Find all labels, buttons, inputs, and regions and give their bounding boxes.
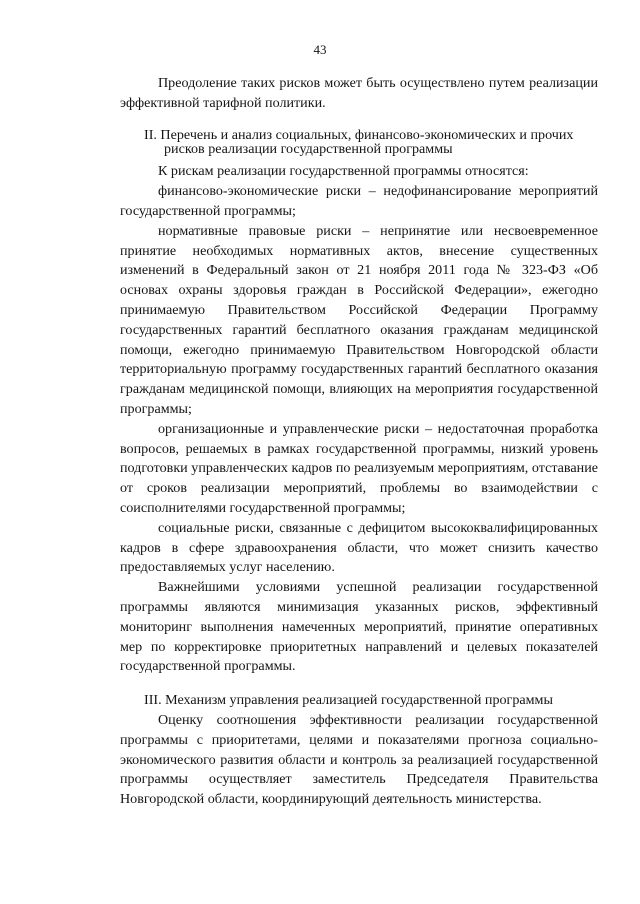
section-2-paragraph: нормативные правовые риски – непринятие или несвоевременное принятие необходимых нормативных актов, внесение существенных изменений в Федеральный закон от 21 ноября 2011 года № 323-ФЗ «Об основах охраны здоровья граждан в Российской Федерации», ежегодно принимаемую Правительством Российской Федерации Программу государственных гарантий бесплатного оказания гражданам медицинской помощи, ежегодно принимаемую Правительством Новгородской области территориальную программу государственных гарантий бесплатного оказания гражданам медицинской помощи, влияющих на мероприятия государственной программы; <box>120 222 598 417</box>
section-2-title <box>120 128 598 157</box>
section-3-title: III. Механизм управления реализацией государственной программы <box>144 692 553 709</box>
section-2-paragraph: организационные и управленческие риски – недостаточная проработка вопросов, решаемых в рамках государственной программы, низкий уровень подготовки управленческих кадров по реализуемым мероприятиям, отставание от сроков реализации мероприятий, проблемы во взаимодействии с соисполнителями государственной программы; <box>120 420 598 516</box>
section-2-paragraph: Важнейшими условиями успешной реализации государственной программы являются минимизация указанных рисков, эффективный мониторинг выполнения намеченных мероприятий, принятие оперативных мер по корректировке приоритетных направлений и целевых показателей государственной программы. <box>120 579 598 675</box>
page-number: 43 <box>313 42 327 57</box>
intro-paragraph: Преодоление таких рисков может быть осуществлено путем реализации эффективной тарифной политики. <box>120 75 598 111</box>
section-2-paragraph: социальные риски, связанные с дефицитом высококвалифицированных кадров в сфере здравоохранения области, что может снизить качество предоставляемых услуг населению. <box>120 519 598 576</box>
section-3-paragraph: Оценку соотношения эффективности реализации государственной программы с приоритетами, целями и показателями прогноза социально-экономического развития области и контроль за реализацией государственной программы осуществляет заместитель Председателя Правительства Новгородской области, координирующий деятельность министерства. <box>120 711 598 808</box>
section-2-paragraph: К рискам реализации государственной программы относятся: <box>158 163 529 180</box>
document-body <box>120 74 598 810</box>
section-2-paragraph: финансово-экономические риски – недофинансирование мероприятий государственной программы; <box>120 183 598 219</box>
section-2-title-line-2: рисков реализации государственной программы <box>164 141 453 157</box>
section-2-title-line-1: II. Перечень и анализ социальных, финансово-экономических и прочих <box>144 126 574 143</box>
